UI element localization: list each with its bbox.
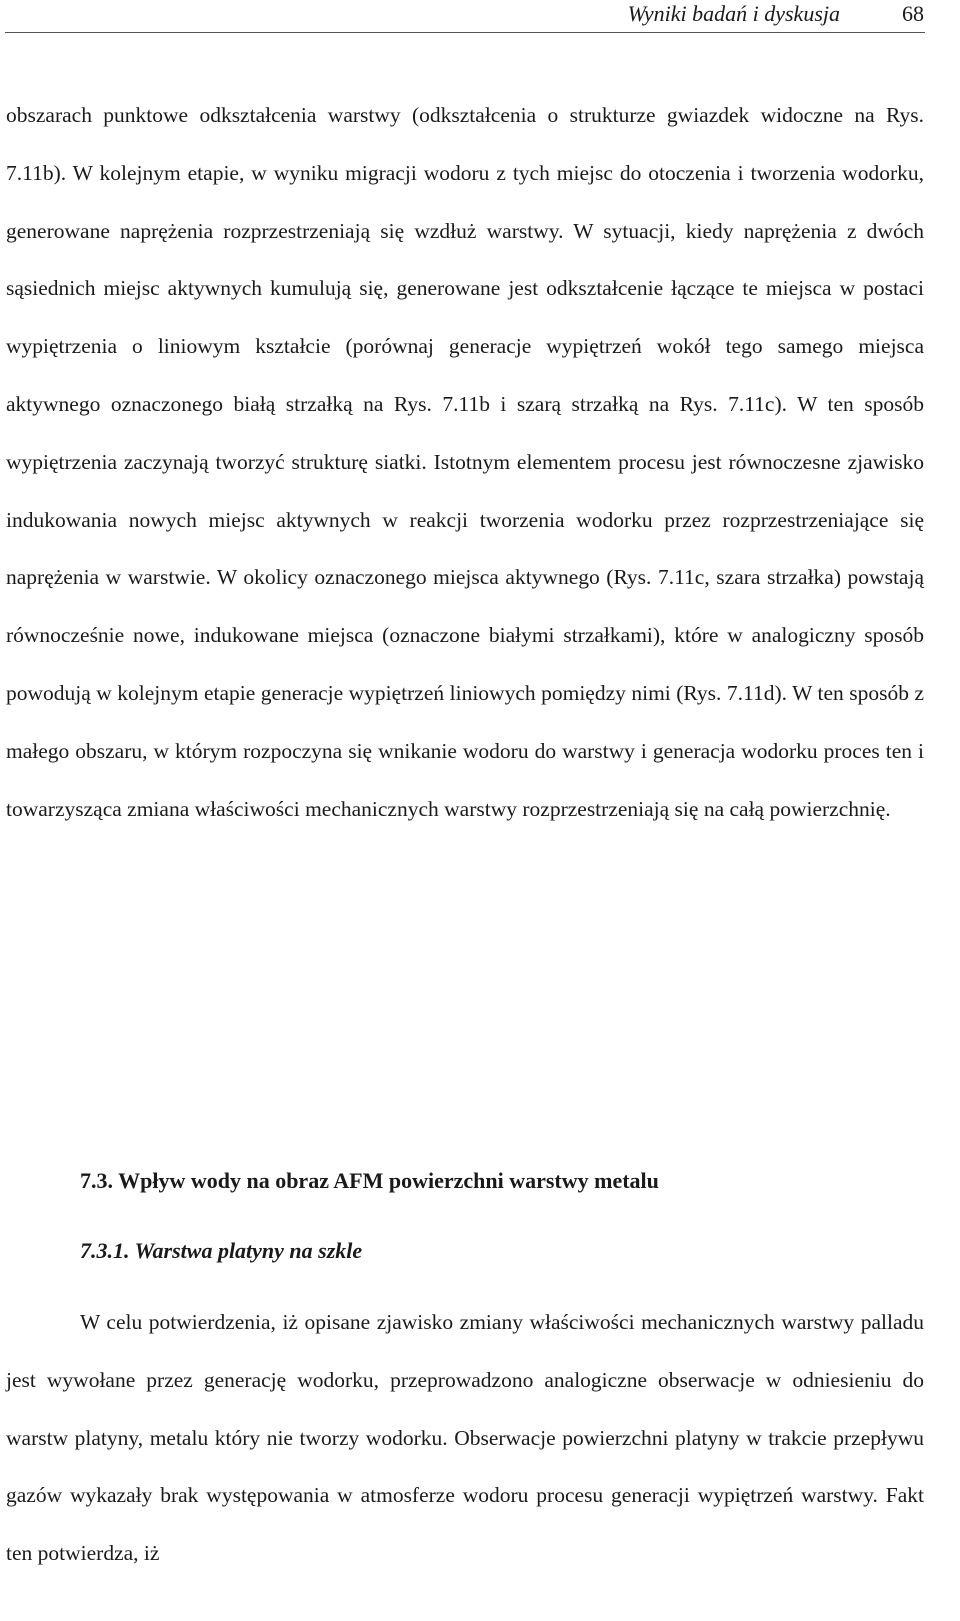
body-paragraph: W celu potwierdzenia, iż opisane zjawisko zmiany właściwości mechanicznych warstwy palladu jest wywołane przez generację wodorku, przeprowadzono analogiczne obserwacje w odniesieniu do warstw platyny, metalu który nie tworzy wodorku. Obserwacje powierzchni platyny w trakcie przepływu gazów wykazały brak występowania w atmosferze wodoru procesu generacji wypiętrzeń warstwy. Fakt ten potwierdza, iż — [6, 1310, 924, 1566]
header-rule — [5, 32, 925, 33]
page-number: 68 — [902, 1, 924, 26]
body-paragraph: obszarach punktowe odkształcenia warstwy (odkształcenia o strukturze gwiazdek widoczne na Rys. 7.11b). W kolejnym etapie, w wyniku migracji wodoru z tych miejsc do otoczenia i tworzenia wodorku, generowane naprężenia rozprzestrzeniają się wzdłuż warstwy. W sytuacji, kiedy naprężenia z dwóch sąsiednich miejsc aktywnych kumulują się, generowane jest odkształcenie łączące te miejsca w postaci wypiętrzenia o liniowym kształcie (porównaj generacje wypiętrzeń wokół tego samego miejsca aktywnego oznaczonego białą strzałką na Rys. 7.11b i szarą strzałką na Rys. 7.11c). W ten sposób wypiętrzenia zaczynają tworzyć strukturę siatki. Istotnym elementem procesu jest równoczesne zjawisko indukowania nowych miejsc aktywnych w reakcji tworzenia wodorku przez rozprzestrzeniające się naprężenia w warstwie. W okolicy oznaczonego miejsca aktywnego (Rys. 7.11c, szara strzałka) powstają równocześnie nowe, indukowane miejsca (oznaczone białymi strzałkami), które w analogiczny sposób powodują w kolejnym etapie generacje wypiętrzeń liniowych pomiędzy nimi (Rys. 7.11d). W ten sposób z małego obszaru, w którym rozpoczyna się wnikanie wodoru do warstwy i generacja wodorku proces ten i towarzysząca zmiana właściwości mechanicznych warstwy rozprzestrzeniają się na całą powierzchnię. — [6, 103, 924, 821]
subsection-heading: 7.3.1. Warstwa platyny na szkle — [80, 1238, 363, 1263]
page-header — [0, 0, 960, 36]
running-header-title: Wyniki badań i dyskusja — [627, 1, 840, 26]
section-heading: 7.3. Wpływ wody na obraz AFM powierzchni warstwy metalu — [80, 1168, 659, 1193]
